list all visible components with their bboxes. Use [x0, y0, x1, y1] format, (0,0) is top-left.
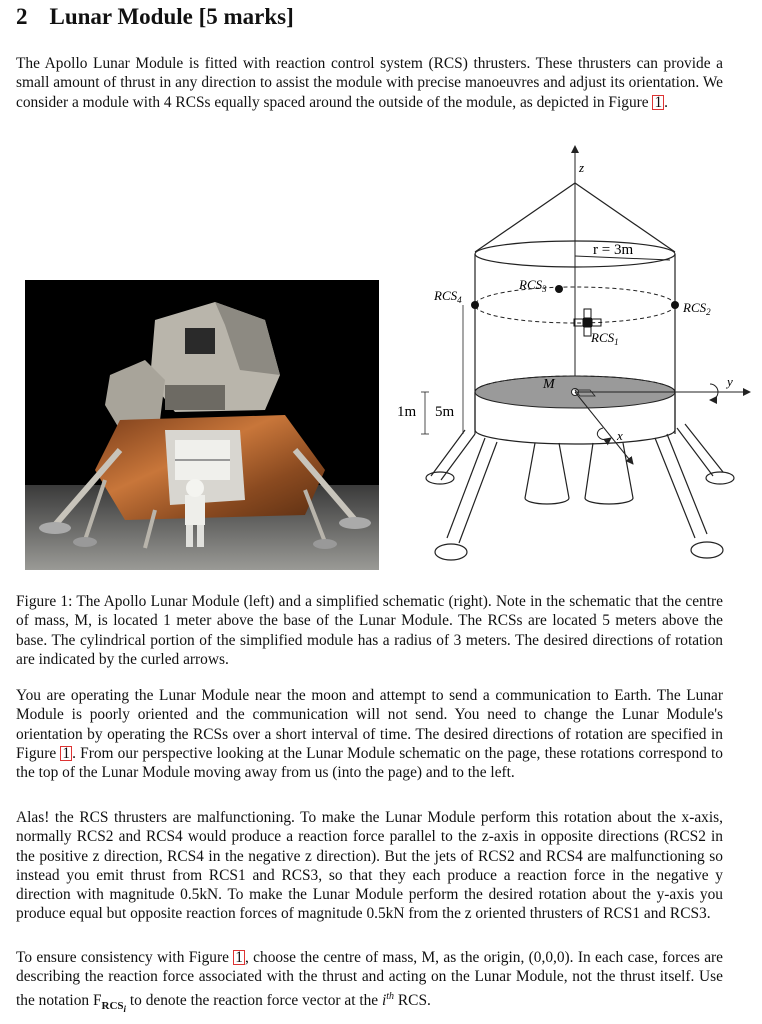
intro-text: The Apollo Lunar Module is fitted with reaction control system (RCS) thrusters. These thrusters can provide a small amount of thrust in any direction to assist the module with precise manoeuvres and adjust its orientation. We consider a module with 4 RCSs equally spaced around the outside of the module, as depicted in Figure — [16, 55, 723, 111]
rcs2-dot — [671, 301, 679, 309]
x-axis-label: x — [617, 428, 623, 443]
figure-ref-link-3[interactable]: 1 — [235, 949, 243, 966]
paragraph-operating — [16, 686, 723, 782]
intro-paragraph — [16, 54, 723, 112]
rcs4-label: $RCS_4$ — [434, 288, 462, 305]
y-axis-label: y — [727, 374, 733, 389]
lunar-module-photo — [25, 280, 379, 570]
rcs3-label: $RCS_3$ — [519, 277, 547, 294]
section-title: Lunar Module [5 marks] — [49, 4, 294, 29]
schematic-drawing — [385, 138, 757, 578]
notation-text-4: RCS. — [394, 991, 431, 1009]
paragraph-operating-text: You are operating the Lunar Module near the moon and attempt to send a communication to Earth. The Lunar Module is poorly oriented and the communication will not send. You need to change the Lunar Module's orientation by operating the RCSs over a short interval of time. The desired directions of rotation are specified in Figure — [16, 687, 723, 762]
paragraph-operating-text-end: . From our perspective looking at the Lunar Module schematic on the page, these rotations correspond to the top of the Lunar Module moving away from us (into the page) and to the left. — [16, 744, 724, 782]
section-heading — [16, 4, 294, 30]
notation-sup: th — [386, 990, 395, 1002]
notation-text-2: , choose the centre of mass, M, as the origin, (0,0,0). In each case, forces are describing the reaction force associated with the thrust and acting on the Lunar Module, not the thrust itself. Use the notation F — [16, 949, 723, 1009]
lunar-module-photo-drawing — [25, 280, 379, 570]
rcs2-label: $RCS_2$ — [683, 300, 711, 317]
intro-text-end: . — [664, 93, 669, 111]
lunar-module-schematic — [385, 138, 757, 578]
paragraph-notation — [16, 948, 723, 1019]
notation-sup-base: i — [382, 991, 387, 1009]
rcs1-label: $RCS_1$ — [591, 330, 619, 347]
paragraph-malfunction: Alas! the RCS thrusters are malfunctioning. To make the Lunar Module perform this rotation about the x-axis, normally RCS2 and RCS4 would produce a reaction force parallel to the z-axis in opposite directions (RCS2 in the positive z direction, RCS4 in the negative z direction). But the jets of RCS2 and RCS4 are malfunctioning so instead you emit thrust from RCS1 and RCS3, so that they each produce a reaction force in the negative y direction with magnitude 0.5kN. To make the Lunar Module perform the desired rotation about the y-axis you produce equal but opposite reaction forces of magnitude 0.5kN from the z oriented thrusters of RCS1 and RCS3. — [16, 809, 723, 923]
rcs3-dot — [555, 285, 563, 293]
notation-text: To ensure consistency with Figure — [16, 949, 234, 966]
z-axis-label: z — [579, 160, 585, 175]
height-5m-label: 5m — [435, 404, 455, 420]
notation-subsub: i — [123, 1003, 127, 1014]
figure-caption: Figure 1: The Apollo Lunar Module (left) and a simplified schematic (right). Note in the schematic that the centre of mass, M, is located 1 meter above the base of the Lunar Module. The RCSs are located 5 meters above the base. The cylindrical portion of the simplified module has a radius of 3 meters. The desired directions of rotation are indicated by the curled arrows. — [16, 593, 723, 668]
section-number: 2 — [16, 4, 28, 29]
figure-ref-link[interactable]: 1 — [654, 93, 663, 111]
notation-text-3: to denote the reaction force vector at the — [126, 991, 382, 1009]
rcs4-dot — [471, 301, 479, 309]
figure-ref-link-2[interactable]: 1 — [62, 744, 71, 762]
mass-label: M — [543, 377, 555, 392]
height-1m-label: 1m — [397, 404, 417, 420]
notation-sub: RCS — [101, 999, 124, 1012]
radius-label: r = 3m — [593, 242, 634, 258]
